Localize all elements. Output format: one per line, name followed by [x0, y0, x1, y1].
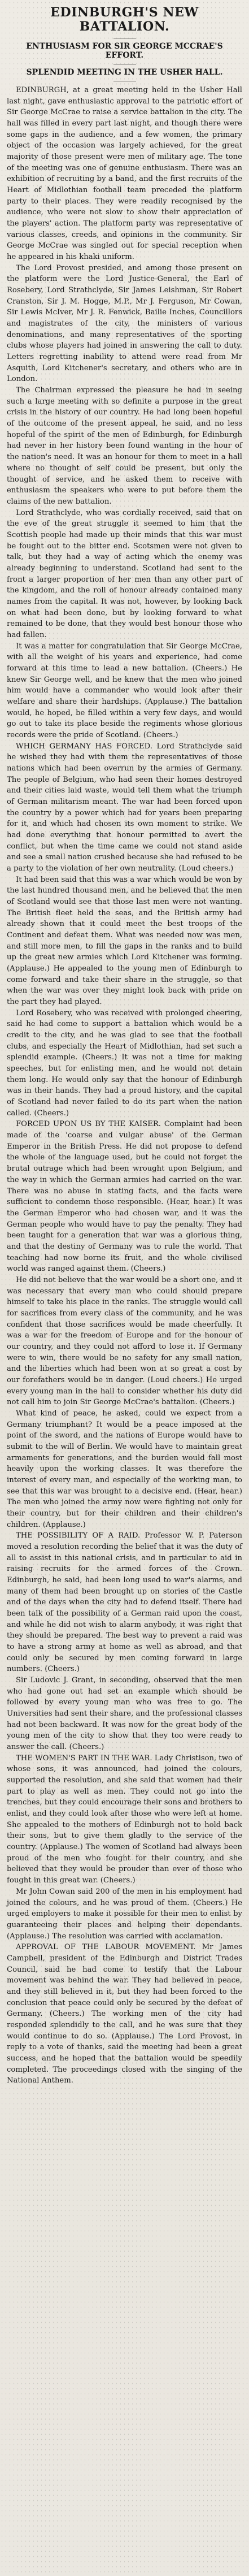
paragraph: It had been said that this was a war which would be won by the last hundred thousand men, and he believed that the men of Scotland would see that those last men were not wanting. The British fleet held the seas, and the British army had already shown that it could meet the best troops of the Continent and defeat them. What was needed now was men, and still more men, to fill the gaps in the ranks and to build up the great new armies which Lord Kitchener was forming. (Applause.) He appealed to the young men of Edinburgh to come forward and take their share in the struggle, so that when the war was over they might look back with pride on the part they had played. — [7, 875, 242, 1007]
article-subhead-1: ENTHUSIASM FOR SIR GEORGE MCCRAE'S EFFORT. — [26, 41, 223, 60]
paragraph: He did not believe that the war would be a short one, and it was necessary that every man who could should prepare himself to take his place in the ranks. The struggle would call for sacrifices from every class of the community, and he was confident that those sacrifices would be made cheerfully. It was a war for the freedom of Europe and for the honour of our country, and they could not afford to lose it. If Germany were to win, there would be no safety for any small nation, and the liberties which had been won at so great a cost by our forefathers would be in danger. (Loud cheers.) He urged every young man in the hall to consider whether his duty did not call him to join Sir George McCrae's battalion. (Cheers.) — [7, 1275, 242, 1407]
paragraph: Lord Strathclyde, who was cordially received, said that on the eve of the great struggle it seemed to him that the Scottish people had made up their minds that this war must be fought out to the bitter end. Scotsmen were not given to talk, but they had a way of acting which the enemy was already beginning to understand. Scotland had sent to the front a larger proportion of her men than any other part of the kingdom, and the roll of honour already contained many names from the capital. It was not, however, by looking back on what had been done, but by looking forward to what remained to be done, that they would best honour those who had fallen. — [7, 508, 242, 639]
article-headline: EDINBURGH'S NEW BATTALION. — [50, 5, 199, 34]
paragraph: APPROVAL OF THE LABOUR MOVEMENT. Mr James Campbell, president of the Edinburgh and District Trades Council, said he had come to testify that the Labour movement was behind the war. They had believed in peace, and they still believed in it, but they had been forced to the conclusion that peace could only be secured by the defeat of Germany. (Cheers.) The working men of the city had responded splendidly to the call, and he was sure that they would continue to do so. (Applause.) The Lord Provost, in reply to a vote of thanks, said the meeting had been a great success, and he hoped that the battalion would be speedily completed. The proceedings closed with the singing of the National Anthem. — [7, 1943, 242, 2085]
paragraph: What kind of peace, he asked, could we expect from a Germany triumphant? It would be a peace imposed at the point of the sword, and the nations of Europe would have to submit to the will of Berlin. We would have to maintain great armaments for generations, and the burden would fall most heavily upon the working classes. It was therefore the interest of every man, and especially of the working man, to see that this war was brought to a decisive end. (Hear, hear.) The men who joined the army now were fighting not only for their country, but for their children and their children's children. (Applause.) — [7, 1409, 242, 1529]
paragraph: EDINBURGH, at a great meeting held in the Usher Hall last night, gave enthusiastic approval to the patriotic effort of Sir George McCrae to raise a service battalion in the city. The hall was filled in every part last night, and though there were some gaps in the audience, and a few women, the primary object of the occasion was largely achieved, for the great majority of those present were men of military age. The tone of the meeting was one of genuine enthusiasm. There was an exhibition of recruiting by a band, and the first recruits of the Heart of Midlothian football team preceded the platform party to their places. They were readily recognised by the audience, who were not slow to show their appreciation of the players' action. The platform party was representative of various classes, creeds, and opinions in the community. Sir George McCrae was singled out for special reception when he appeared in his khaki uniform. — [7, 85, 242, 262]
paragraph: THE POSSIBILITY OF A RAID. Professor W. P. Paterson moved a resolution recording the belief that it was the duty of all to assist in this national crisis, and in particular to aid in raising recruits for the armed forces of the Crown. Edinburgh, he said, had been long used to war's alarms, and many of them had been brought up on stories of the Castle and of the days when the city had to defend itself. There had been talk of the possibility of a German raid upon the coast, and while he did not wish to alarm anybody, it was right that they should be prepared. The best way to prevent a raid was to have a strong army at home as well as abroad, and that could only be secured by men coming forward in large numbers. (Cheers.) — [7, 1531, 242, 1674]
paragraph: The Lord Provost presided, and among those present on the platform were the Lord Justice-General, the Earl of Rosebery, Lord Strathclyde, Sir James Leishman, Sir Robert Cranston, Sir J. M. Hogge, M.P., Mr J. Ferguson, Mr Cowan, Sir Lewis McIver, Mr J. R. Fenwick, Bailie Inches, Councillors and magistrates of the city, the ministers of various denominations, and many representatives of the sporting clubs whose players had joined in answering the call to duty. Letters regretting inability to attend were read from Mr Asquith, Lord Kitchener's secretary, and others who are in London. — [7, 263, 242, 384]
page-end-spacer — [7, 2086, 242, 2090]
paragraph: FORCED UPON US BY THE KAISER. Complaint had been made of the 'coarse and vulgar abuse' of the German Emperor in the British Press. He did not propose to defend the whole of the language used, but he could not forget the brutal outrage which had been wrought upon Belgium, and the way in which the German armies had carried on the war. There was no abuse in stating facts, and the facts were sufficient to condemn those responsible. (Hear, hear.) It was the German Emperor who had chosen war, and it was the German people who would have to pay the penalty. They had been taught for a generation that war was a glorious thing, and that the destiny of Germany was to rule the world. That teaching had now borne its fruit, and the whole civilised world was ranged against them. (Cheers.) — [7, 1120, 242, 1274]
paragraph: The Chairman expressed the pleasure he had in seeing such a large meeting with so definite a purpose in the great crisis in the history of our country. He had long been hopeful of the outcome of the present appeal, he said, and no less hopeful of the spirit of the men of Edinburgh, for Edinburgh had never in her history been found wanting in the hour of the nation's need. It was an honour for them to meet in a hall where no thought of self could be present, but only the thought of service, and he asked them to receive with enthusiasm the speakers who were to put before them the claims of the new battalion. — [7, 386, 242, 506]
article-column — [7, 6, 242, 2090]
paragraph: THE WOMEN'S PART IN THE WAR. Lady Christison, two of whose sons, it was announced, had joined the colours, supported the resolution, and she said that women had their part to play as well as men. They could not go into the trenches, but they could encourage their sons and brothers to enlist, and they could look after those who were left at home. She appealed to the mothers of Edinburgh not to hold back their sons, but to give them gladly to the service of the country. (Applause.) The women of Scotland had always been proud of the men who fought for their country, and she believed that they would be prouder than ever of those who fought in this great war. (Cheers.) — [7, 1754, 242, 1885]
article-subhead-2: SPLENDID MEETING IN THE USHER HALL. — [26, 68, 223, 77]
paragraph: Lord Rosebery, who was received with prolonged cheering, said he had come to support a battalion which would be a credit to the city, and he was glad to see that the football clubs, and especially the Heart of Midlothian, had set such a splendid example. (Cheers.) It was not a time for making speeches, but for enlisting men, and he would not detain them long. He would only say that the honour of Edinburgh was in their hands. They had a proud history, and the capital of Scotland had never failed to do its part when the nation called. (Cheers.) — [7, 1008, 242, 1118]
paragraph: It was a matter for congratulation that Sir George McCrae, with all the weight of his years and experience, had come forward at this time to lead a new battalion. (Cheers.) He knew Sir George well, and he knew that the men who joined him would have a commander who would look after their welfare and share their hardships. (Applause.) The battalion would, he hoped, be filled within a very few days, and would go out to take its place beside the regiments whose glorious records were the pride of Scotland. (Cheers.) — [7, 642, 242, 739]
paragraph: WHICH GERMANY HAS FORCED. Lord Strathclyde said he wished they had with them the representatives of those nations which had been overrun by the armies of Germany. The people of Belgium, who had seen their homes destroyed and their cities laid waste, would tell them what the triumph of German militarism meant. The war had been forced upon the country by a power which had for years been preparing for it, and which had chosen its own moment to strike. We had done everything that honour permitted to avert the conflict, but when the time came we could not stand aside and see a small nation crushed because she had refused to be a party to the violation of her own neutrality. (Loud cheers.) — [7, 742, 242, 873]
paragraph: Mr John Cowan said 200 of the men in his employment had joined the colours, and he was proud of them. (Cheers.) He urged employers to make it possible for their men to enlist by guaranteeing their places and helping their dependants. (Applause.) The resolution was carried with acclamation. — [7, 1887, 242, 1941]
paragraph: Sir Ludovic J. Grant, in seconding, observed that the men who had gone out had set an example which should be followed by every young man who was free to go. The Universities had sent their share, and the professional classes had not been backward. It was now for the great body of the young men of the city to show that they too were ready to answer the call. (Cheers.) — [7, 1676, 242, 1752]
